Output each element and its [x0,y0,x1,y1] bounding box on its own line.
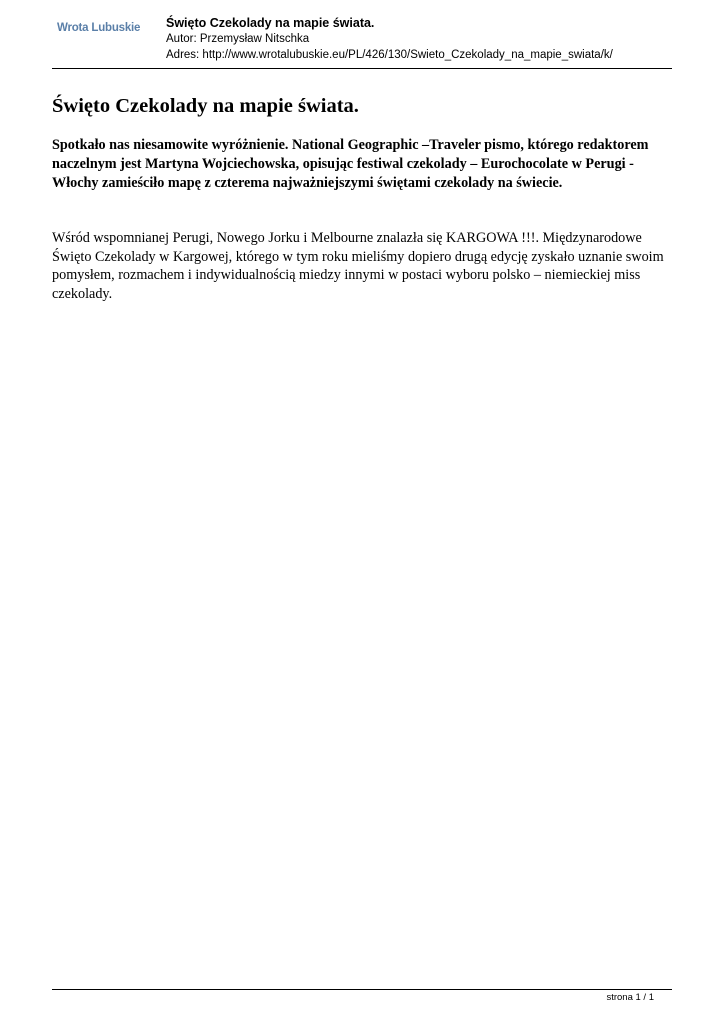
article-content [52,92,677,303]
article-title: Święto Czekolady na mapie świata. [52,95,359,117]
header-author: Autor: Przemysław Nitschka [166,33,310,45]
document-header [52,12,672,69]
article-lead: Spotkało nas niesamowite wyróżnienie. National Geographic –Traveler pismo, którego redaktorem naczelnym jest Martyna Wojciechowska, opisując festiwal czekolady – Eurochocolate w Perugi - Włochy zamieściło mapę z czterema najważniejszymi świętami czekolady na świecie. [52,137,649,191]
header-title: Święto Czekolady na mapie świata. [166,16,375,30]
article-body: Wśród wspomnianej Perugi, Nowego Jorku i Melbourne znalazła się KARGOWA !!!. Międzynarodowe Święto Czekolady w Kargowej, którego w tym roku mieliśmy dopiero drugą edycję zyskało uznanie swoim pomysłem, rozmachem i indywidualnością miedzy innymi w postaci wyboru polsko – niemieckiej miss czekolady. [52,230,664,302]
header-meta [166,15,613,63]
page-number: strona 1 / 1 [606,992,654,1003]
header-address: Adres: http://www.wrotalubuskie.eu/PL/426/130/Swieto_Czekolady_na_mapie_swiata/k/ [166,49,613,61]
document-footer [52,989,672,1003]
site-logo: Wrota Lubuskie [57,22,141,34]
